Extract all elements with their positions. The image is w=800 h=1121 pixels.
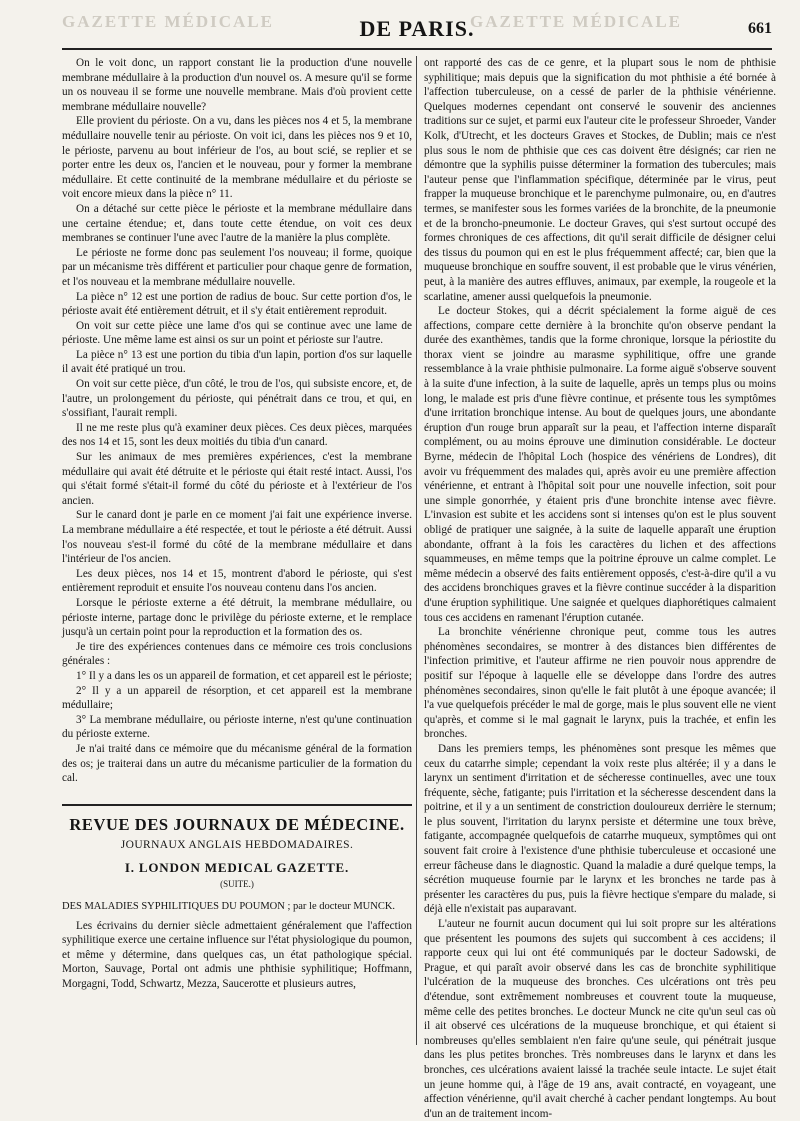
bleed-through-text: GAZETTE MÉDICALE (470, 12, 682, 31)
section-title: REVUE DES JOURNAUX DE MÉDECINE. (69, 814, 405, 834)
paragraph: Dans les premiers temps, les phénomènes sont presque les mêmes que ceux du catarrhe simple; cependant la voix reste plus altérée; il y a dans le larynx un sentiment d'irritation et de sécheresse continuelles, avec une toux fréquente, sèche, fatigante; puis l'irritation et la sécheresse descendent dans la poitrine, et il y a un sentiment de constriction douloureux derrière le sternum; le plus souvent, l'irritation du larynx persiste et détermine une toux brève, fatigante, accompagnée quelquefois de catarrhe muqueux, symptômes qui ont souvent fait croire à l'existence d'une phthisie tuberculeuse et occasioné une erreur fâcheuse dans le diagnostic. Quand la maladie a duré quelque temps, la sécrétion muqueuse fournie par le larynx et les bronches ne tarde pas à présenter les caractères du pus, puis la fièvre hectique s'empare du malade, si déjà elle n'existait pas auparavant. (424, 742, 776, 916)
paragraph: Le docteur Stokes, qui a décrit spécialement la forme aiguë de ces affections, compare cette dernière à la bronchite qu'on observe pendant la durée des exanthèmes, tandis que la forme chronique, lorsque la périostite du thorax vient se joindre au marasme syphilitique, offre une grande ressemblance à la vraie phthisie pulmonaire. La forme aiguë s'observe souvent à la suite d'une infection, à la suite de laquelle, après un temps plus ou moins long, le malade est pris d'une fièvre continue, et présente tous les symptômes d'une irritation bronchique intense. Au bout de quelques jours, une abondante éruption d'un rouge brun apparaît sur la peau, et l'affection interne disparaît complément, ou au moins éprouve une diminution considérable. Le docteur Byrne, médecin de l'hôpital Loch (hospice des vénériens de Londres), dit avoir vu fréquemment des malades qui, après avoir eu une première affection vénérienne, et entrant à l'hôpital soit pour une nouvelle infection, soit pour une simple gonorrhée, y étaient pris d'une bronchite intense avec fièvre. L'invasion est subite et les accidens sont si intenses qu'on est le plus souvent obligé de pratiquer une saignée, à la suite de laquelle apparaît une éruption abondante, offrant à la fois les caractères du lichen et des affections squammeuses, en même temps que la poitrine éprouve un calme complet. Le même médecin a observé des faits entièrement opposés, c'est-à-dire qu'il a vu des accidens bronchiques graves et la fièvre continue succéder à la disparition d'une éruption syphilitique. Une saignée et quelques diaphorétiques calmaient tous ces accidens en ramenant l'éruption cutanée. (424, 305, 776, 624)
paragraph: ont rapporté des cas de ce genre, et la plupart sous le nom de phthisie syphilitique; mais depuis que la signification du mot phthisie a été bornée à l'affection tuberculeuse, on a cessé de parler de la phthisie vénérienne. Quelques modernes cependant ont conservé le souvenir des anciennes traditions sur ce sujet, et parmi eux l'auteur cite le professeur Shroeder, Vander Kolk, d'Utrecht, et les docteurs Graves et Stockes, de Dublin; mais ce n'est plus sous le nom de phthisie que ces cas doivent être désignés; car rien ne démontre que la syphilis puisse déterminer la formation des tubercules; mais l'auteur pense que l'inflammation spécifique, déterminée par le virus, peut frapper la muqueuse bronchique et le parenchyme pulmonaire, ou, en d'autres termes, se manifester sous les formes variées de la bronchite, de la pneumonie et de la broncho-pneumonie. Le docteur Graves, qui s'est surtout occupé des formes chroniques de ces affections, dit qu'il serait difficile de désigner celui des tissus du poumon qui en est le plus fréquemment affecté; car, bien que la muqueuse bronchique en souffre souvent, il est probable que le virus vénérien, peut, à la manière des autres effluves, animaux, par exemple, la rougeole et la scarlatine, amener aussi quelquefois la pneumonie. (424, 57, 776, 303)
left-column (62, 56, 412, 992)
right-column (424, 56, 776, 1121)
paragraph: On le voit donc, un rapport constant lie la production d'une nouvelle membrane médullaire à la production d'un nouvel os. A mesure qu'il se forme un os nouveau il se forme une nouvelle membrane. Mais d'où provient cette membrane médullaire nouvelle? (62, 57, 412, 113)
article-heading: DES MALADIES SYPHILITIQUES DU POUMON ; par le docteur MUNCK. (62, 901, 396, 913)
paragraph: Je tire des expériences contenues dans ce mémoire ces trois conclusions générales : (62, 640, 412, 668)
paragraph: Sur le canard dont je parle en ce moment j'ai fait une expérience inverse. La membrane médullaire a été respectée, et tout le périoste a été détruit. Aussi l'os nouveau s'est-il formé du côté de la membrane médullaire et dans l'intérieur de l'os ancien. (62, 509, 412, 566)
header-rule (62, 48, 772, 50)
paragraph: Je n'ai traité dans ce mémoire que du mécanisme général de la formation des os; je traiterai dans un autre du mécanisme particulier de la formation du cal. (62, 742, 412, 785)
paragraph: Lorsque le périoste externe a été détruit, la membrane médullaire, ou périoste interne, partage donc le privilège du périoste externe, et le remplace jusqu'à un certain point pour la reproduction et la formation des os. (62, 596, 412, 639)
paragraph: 3° La membrane médullaire, ou périoste interne, n'est qu'une continuation du périoste externe. (62, 713, 412, 741)
paragraph: Le périoste ne forme donc pas seulement l'os nouveau; il forme, quoique par un mécanisme très différent et particulier pour chaque genre de formation, et l'os nouveau et la membrane médullaire nouvelle. (62, 246, 412, 288)
bleed-through-text: GAZETTE MÉDICALE (62, 12, 274, 31)
paragraph: 1° Il y a dans les os un appareil de formation, et cet appareil est le périoste; (76, 669, 412, 682)
paragraph: Les deux pièces, nos 14 et 15, montrent d'abord le périoste, qui s'est entièrement reproduit et ensuite l'os nouveau contenu dans l'os ancien. (62, 567, 412, 595)
journals-subtitle: JOURNAUX ANGLAIS HEBDOMADAIRES. (120, 839, 354, 852)
paragraph: Il ne me reste plus qu'à examiner deux pièces. Ces deux pièces, marquées des nos 14 et 15, sont les deux moitiés du tibia d'un canard. (62, 421, 412, 449)
paragraph: La bronchite vénérienne chronique peut, comme tous les autres phénomènes secondaires, se montrer à des distances bien différentes de l'infection primitive, et l'auteur affirme ne rien pouvoir nous apprendre de positif sur l'époque à laquelle elle se développe dans l'ordre des autres phénomènes secondaires, sinon qu'elle le fait plutôt à une époque avancée; il l'a vue quelquefois précéder le mal de gorge, mais le plus souvent elle ne vient qu'après, et comme si le mal gagnait le larynx, puis la trachée, et enfin les bronches. (424, 626, 776, 741)
paragraph: On voit sur cette pièce une lame d'os qui se continue avec une lame de périoste. Une même lame est ainsi os sur un point et périoste sur l'autre. (62, 319, 412, 347)
continuation-note: (SUITE.) (220, 879, 254, 890)
paragraph: 2° Il y a un appareil de résorption, et cet appareil est la membrane médullaire; (62, 684, 412, 712)
paragraph: La pièce n° 12 est une portion de radius de bouc. Sur cette portion d'os, le périoste avait été entièrement détruit, et il s'y était entièrement reproduit. (62, 290, 412, 318)
page-number: 661 (748, 20, 772, 37)
journal-title: I. LONDON MEDICAL GAZETTE. (124, 859, 350, 875)
paragraph: La pièce n° 13 est une portion du tibia d'un lapin, portion d'os sur laquelle il avait été pratiqué un trou. (62, 348, 412, 376)
paragraph: Les écrivains du dernier siècle admettaient généralement que l'affection syphilitique exerce une certaine influence sur l'état physiologique du poumon, et même y détermine, dans quelques cas, un état pathologique spécial. Morton, Sauvage, Portal ont admis une phthisie syphilitique; Hoffmann, Morgagni, Todd, Schwartz, Mezza, Saucerotte et plusieurs autres, (62, 919, 412, 991)
section-rule (62, 804, 412, 806)
paragraph: Sur les animaux de mes premières expériences, c'est la membrane médullaire qui avait été détruite et le périoste qui était resté intact. Aussi, l'os qui s'était formé s'était-il formé du côté du périoste et à l'extérieur de l'os ancien. (62, 451, 412, 507)
running-title: DE PARIS. (359, 16, 475, 41)
paragraph: Elle provient du périoste. On a vu, dans les pièces nos 4 et 5, la membrane médullaire nouvelle tenir au périoste. On voit ici, dans les pièces nos 9 et 10, le périoste, parvenu au bout inférieur de l'os, au bout scié, se replier et se porter entre les deux os, l'ancien et le nouveau, pour y former la membrane médullaire. Et cette continuité de la membrane médullaire et du périoste se voit encore mieux dans la pièce n° 11. (62, 115, 412, 201)
paragraph: On a détaché sur cette pièce le périoste et la membrane médullaire dans une certaine étendue; et, dans toute cette étendue, on voit ces deux membranes se continuer l'une avec l'autre de la manière la plus complète. (62, 202, 412, 245)
column-divider (416, 56, 417, 1045)
page-header (62, 10, 772, 44)
paragraph: L'auteur ne fournit aucun document qui lui soit propre sur les altérations que présentent les poumons des sujets qui succombent à ces accidens; il rapporte ceux qui lui ont été communiqués par le docteur Sadowski, de Prague, et qui paraît avoir observé dans les cas de bronchite syphilitique l'ulcération de la muqueuse des bronches. Ces ulcérations ont très peu d'étendue, sont extrêmement nombreuses et couvrent toute la muqueuse, même celle des petites bronches. Le docteur Munck ne cite qu'un seul cas où il ait observé ces ulcérations de la muqueuse bronchique, et qui étaient si nombreuses qu'elles semblaient n'en faire qu'une seule, qui pénétrait jusque dans les plus petites bronches. Très nombreuses dans le larynx et dans les bronches, ces ulcérations avaient laissé la trachée seule intacte. Le sujet était un jeune homme qui, à l'âge de 19 ans, avait contracté, en voyageant, une affection vénérienne, qu'il avait cherché à cacher pendant longtemps. Au bout d'un an de traitement incom- (424, 918, 776, 1120)
paragraph: On voit sur cette pièce, d'un côté, le trou de l'os, qui subsiste encore, et, de l'autre, un prolongement du périoste, qui pénétrait dans ce trou, et qui, en s'ossifiant, l'aurait rempli. (62, 378, 412, 420)
